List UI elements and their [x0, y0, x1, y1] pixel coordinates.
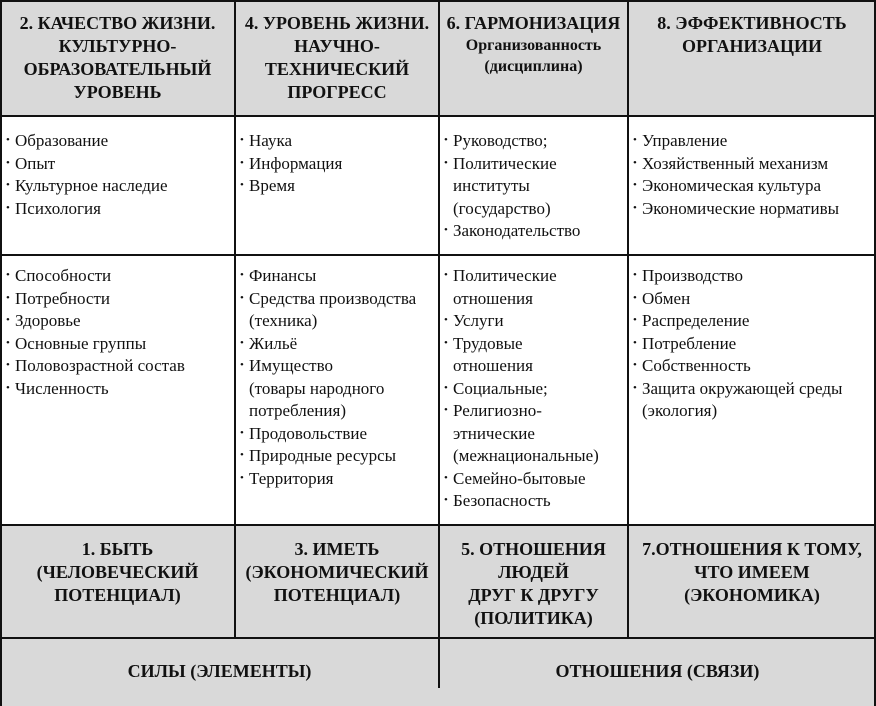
- row2-col1-list: [2, 265, 232, 400]
- list-item: • Руководство;: [440, 130, 626, 153]
- header-cell-6-subtitle: Организованность (дисциплина): [465, 37, 602, 75]
- list-item: • Экономическая культура: [629, 175, 875, 198]
- rule-col3: [627, 0, 629, 638]
- list-item: • Психология: [2, 198, 232, 221]
- relations-label: ОТНОШЕНИЯ (СВЯЗИ): [555, 661, 760, 681]
- list-item: • Природные ресурсы: [236, 445, 436, 468]
- list-item: • Социальные;: [440, 378, 626, 401]
- list-item: • Законодательство: [440, 220, 626, 243]
- list-item: • Территория: [236, 468, 436, 491]
- rule-left: [0, 0, 2, 706]
- row1-col3-list: [440, 130, 626, 243]
- list-item: • Хозяйственный механизм: [629, 153, 875, 176]
- footer-cell-3: 3. ИМЕТЬ (ЭКОНОМИЧЕСКИЙ ПОТЕНЦИАЛ): [245, 539, 429, 605]
- list-item: • Обмен: [629, 288, 875, 311]
- rule-col2: [438, 0, 440, 688]
- list-item: • Информация: [236, 153, 436, 176]
- list-item: • Безопасность: [440, 490, 626, 513]
- list-item: • Семейно-бытовые: [440, 468, 626, 491]
- list-item: • Жильё: [236, 333, 436, 356]
- list-item: • Потребности: [2, 288, 232, 311]
- row1-col4-list: [629, 130, 875, 220]
- list-item: • Финансы: [236, 265, 436, 288]
- list-item: • Трудовые отношения: [440, 333, 626, 378]
- row1-col2-list: [236, 130, 436, 198]
- row2-col4-list: [629, 265, 875, 423]
- list-item: • Имущество (товары народного потребления): [236, 355, 436, 423]
- footer-cell-1: 1. БЫТЬ (ЧЕЛОВЕЧЕСКИЙ ПОТЕНЦИАЛ): [36, 539, 199, 605]
- list-item: • Производство: [629, 265, 875, 288]
- list-item: • Средства производства (техника): [236, 288, 436, 333]
- list-item: • Здоровье: [2, 310, 232, 333]
- list-item: • Управление: [629, 130, 875, 153]
- list-item: • Экономические нормативы: [629, 198, 875, 221]
- list-item: • Опыт: [2, 153, 232, 176]
- list-item: • Религиозно- этнические (межнациональные): [440, 400, 626, 468]
- forces-label: СИЛЫ (ЭЛЕМЕНТЫ): [127, 661, 312, 681]
- header-cell-4: 4. УРОВЕНЬ ЖИЗНИ. НАУЧНО- ТЕХНИЧЕСКИЙ ПРОГРЕСС: [244, 13, 430, 102]
- header-cell-8: 8. ЭФФЕКТИВНОСТЬ ОРГАНИЗАЦИИ: [657, 13, 847, 56]
- list-item: • Наука: [236, 130, 436, 153]
- header-cell-2: 2. КАЧЕСТВО ЖИЗНИ. КУЛЬТУРНО- ОБРАЗОВАТЕЛЬНЫЙ УРОВЕНЬ: [19, 13, 216, 102]
- row2-col3-list: [440, 265, 626, 513]
- list-item: • Способности: [2, 265, 232, 288]
- list-item: • Основные группы: [2, 333, 232, 356]
- list-item: • Образование: [2, 130, 232, 153]
- list-item: • Распределение: [629, 310, 875, 333]
- list-item: • Половозрастной состав: [2, 355, 232, 378]
- list-item: • Культурное наследие: [2, 175, 232, 198]
- list-item: • Собственность: [629, 355, 875, 378]
- header-cell-6: 6. ГАРМОНИЗАЦИЯ Организованность (дисциплина): [439, 12, 628, 77]
- list-item: • Защита окружающей среды (экология): [629, 378, 875, 423]
- rule-col1: [234, 0, 236, 638]
- row2-col2-list: [236, 265, 436, 490]
- list-item: • Численность: [2, 378, 232, 401]
- list-item: • Продовольствие: [236, 423, 436, 446]
- list-item: • Услуги: [440, 310, 626, 333]
- footer-cell-5: 5. ОТНОШЕНИЯ ЛЮДЕЙ ДРУГ К ДРУГУ (ПОЛИТИКА): [461, 539, 606, 628]
- list-item: • Время: [236, 175, 436, 198]
- row1-col1-list: [2, 130, 232, 220]
- list-item: • Политические отношения: [440, 265, 626, 310]
- list-item: • Потребление: [629, 333, 875, 356]
- list-item: • Политические институты (государство): [440, 153, 626, 221]
- footer-cell-7: 7.ОТНОШЕНИЯ К ТОМУ, ЧТО ИМЕЕМ (ЭКОНОМИКА): [642, 539, 862, 605]
